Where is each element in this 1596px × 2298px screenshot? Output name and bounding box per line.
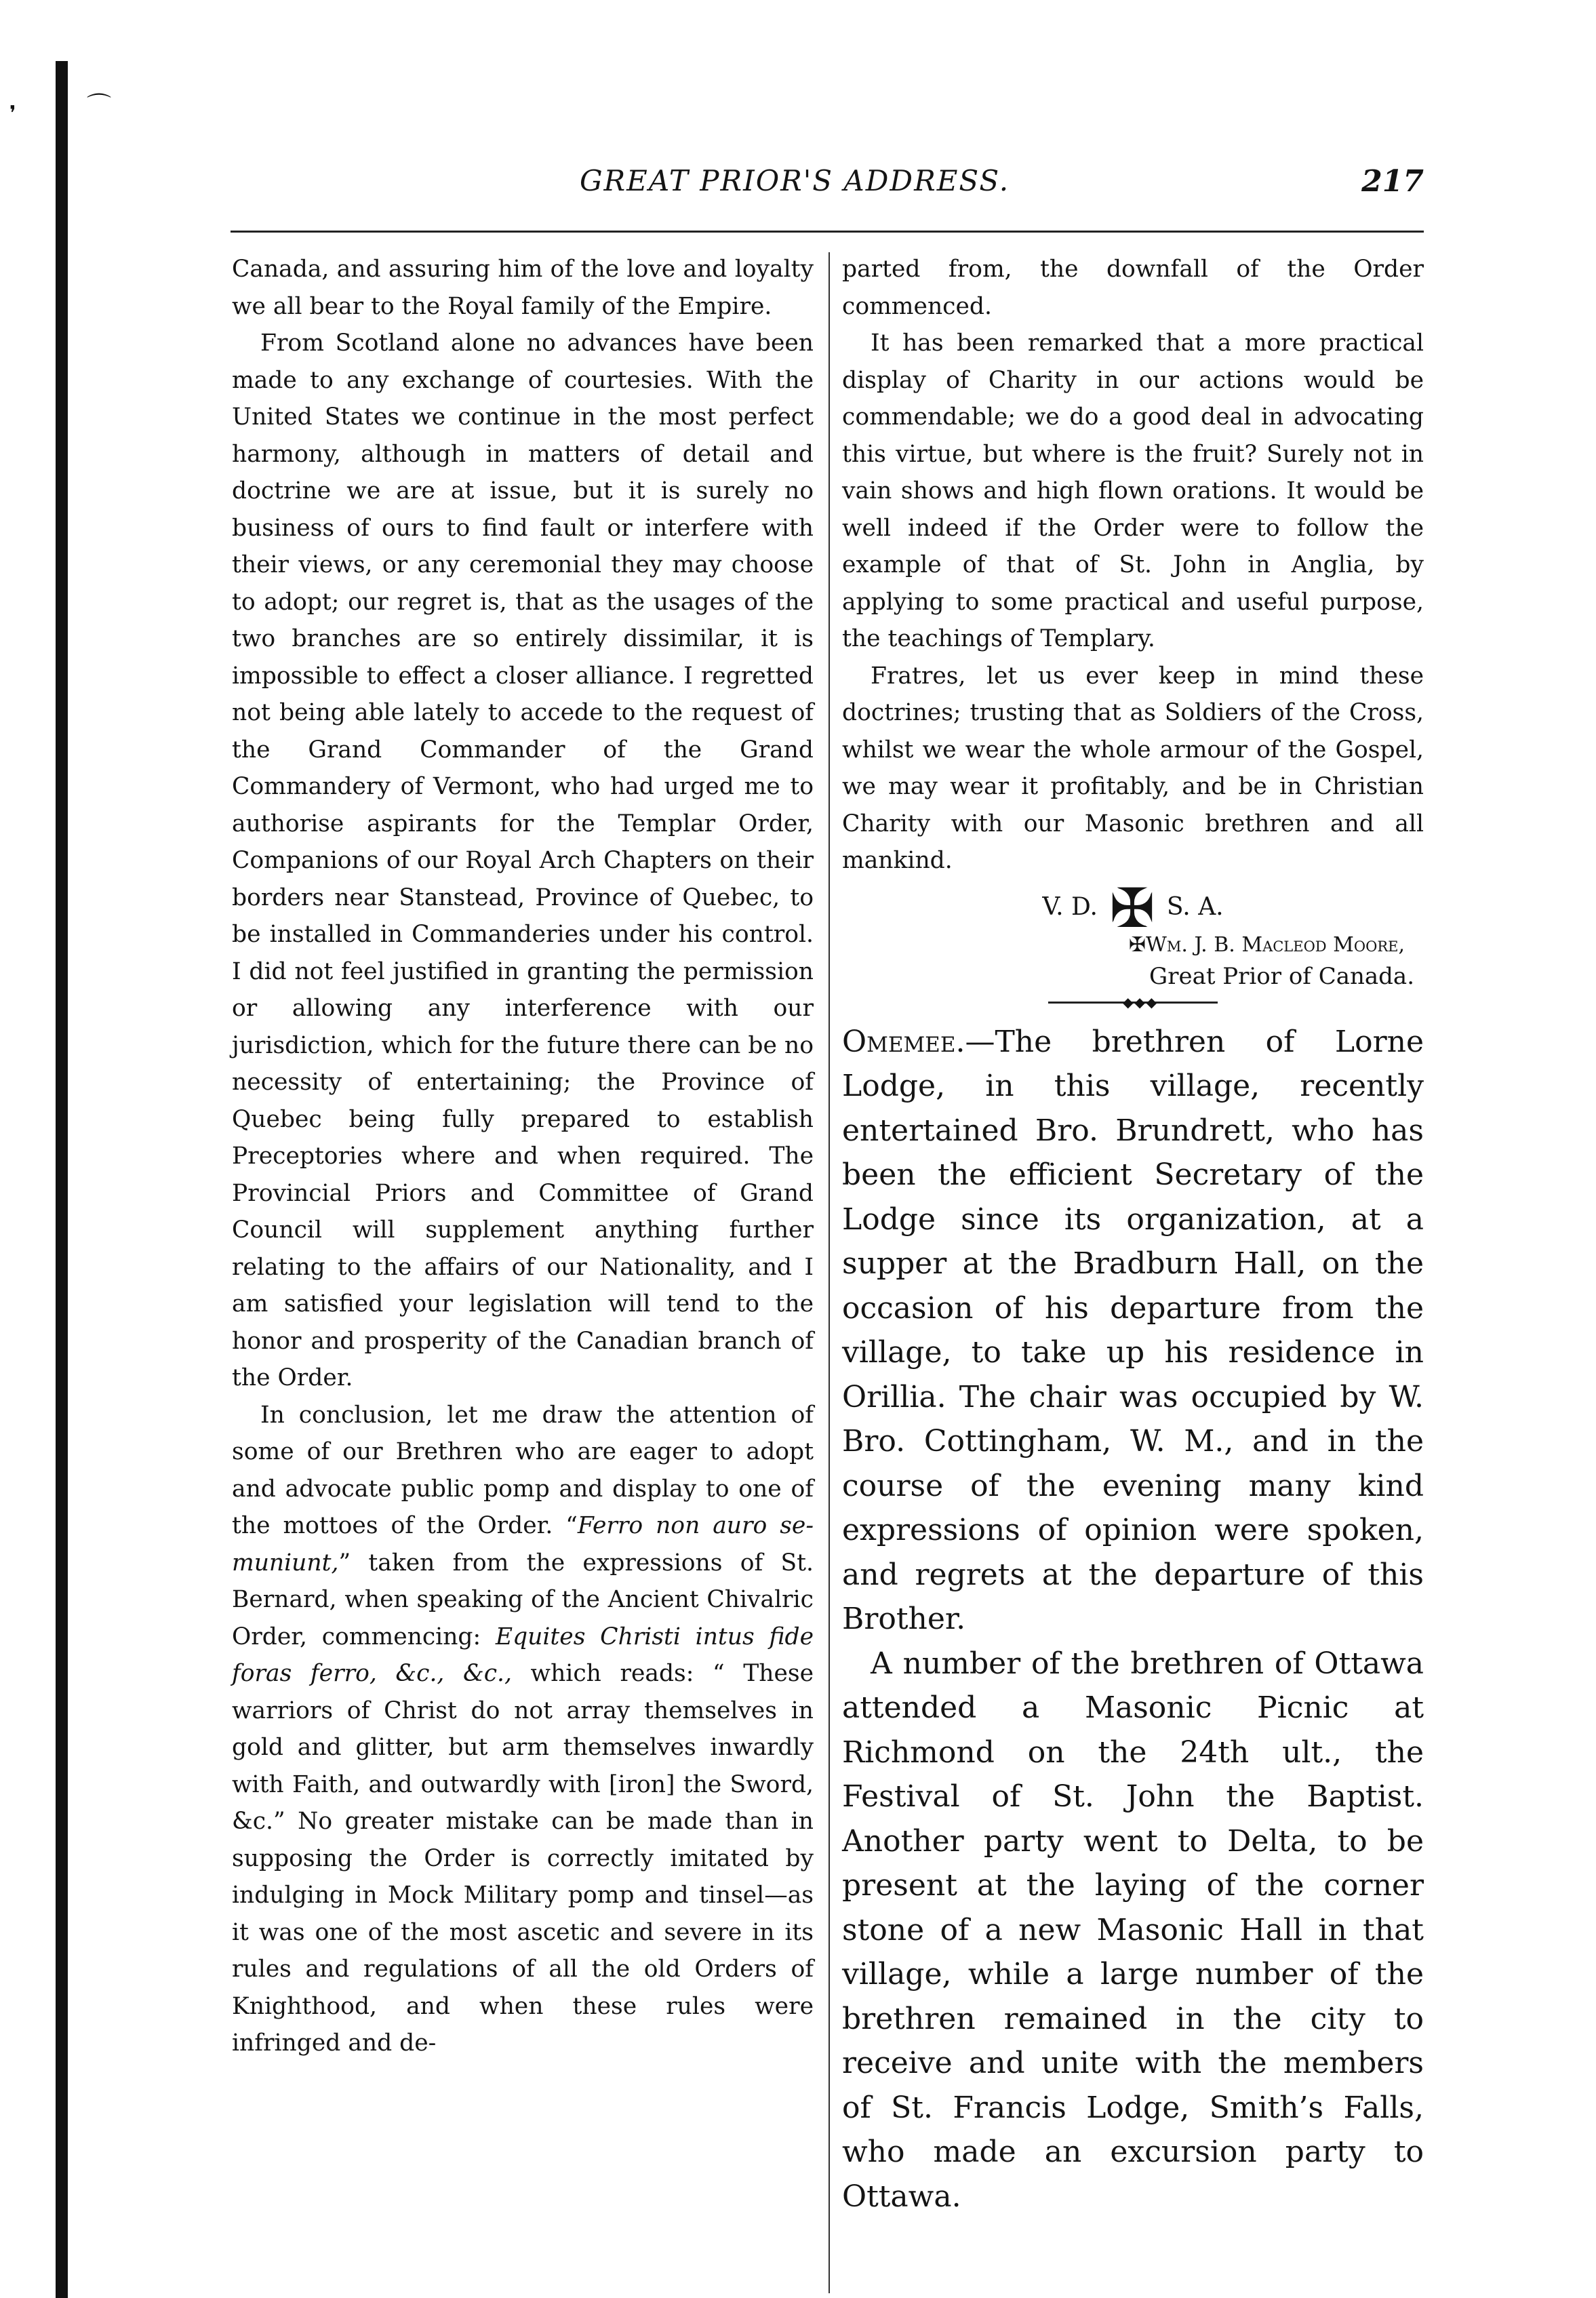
latin-motto: Ferro non auro se-muniunt,	[232, 1512, 814, 1577]
motto-right: S. A.	[1166, 892, 1224, 921]
scan-mark: ❜	[9, 102, 16, 125]
paragraph: It has been remarked that a more practical display of Charity in our actions would be commendable; we do a good deal in advocating this virtue, but where is the fruit? Surely not in vain shows and high flown orations. It would be well indeed if the Order were to follow the example of that of St. John in Anglia, by applying to some practical and useful purpose, the teachings of Templary.	[842, 330, 1424, 652]
header-rule	[231, 231, 1424, 233]
news-item: A number of the brethren of Ottawa attended a Masonic Picnic at Richmond on the 24th ult., the Festival of St. John the Baptist. Another party went to Delta, to be present at the laying of the corner stone of a new Masonic Hall in that village, while a large number of the brethren remained in the city to receive and unite with the members of St. Francis Lodge, Smith’s Falls, who made an excursion party to Ottawa.	[842, 1646, 1424, 2214]
paragraph: Fratres, let us ever keep in mind these doctrines; trusting that as Soldiers of the Cross, whilst we wear the whole armour of the Gospel, we may wear it profitably, and be in Christian Charity with our Masonic brethren and all mankind.	[842, 662, 1424, 874]
text-run: which reads: “ These warriors of Christ do not array themselves in gold and glitter, but arm themselves inwardly with Faith, and outwardly with [iron] the Sword, &c.” No greater mistake can be made than in supposing the Order is correctly imitated by indulging in Mock Military pomp and tinsel—as it was one of the most ascetic and severe in its rules and regulations of all the old Orders of Knighthood, and when these rules were infringed and de-	[232, 1660, 814, 2057]
scan-mark: ⌒	[87, 92, 112, 120]
diamond-ornament-icon: ◆◆◆	[1123, 993, 1159, 1010]
page-header	[231, 164, 1424, 212]
running-head: GREAT PRIOR'S ADDRESS.	[580, 164, 1010, 197]
news-body: —The brethren of Lorne Lodge, in this village, recently entertained Bro. Brundrett, who has been the efficient Secretary of the Lodge since its organization, at a supper at the Bradburn Hall, on the occasion of his departure from the village, to take up his residence in Orillia. The chair was occupied by W. Bro. Cottingham, W. M., and in the course of the evening many kind expressions of opinion were spoken, and regrets at the departure of this Brother.	[842, 1024, 1424, 1636]
signatory-title: Great Prior of Canada.	[1149, 962, 1414, 990]
ornament-divider	[1048, 993, 1218, 1010]
paragraph: From Scotland alone no advances have been made to any exchange of courtesies. With the United States we continue in the most perfect harmony, although in matters of detail and doctrine we are at issue, but it is surely no business of ours to find fault or interfere with their views, or any ceremonial they may choose to adopt; our regret is, that as the usages of the two branches are so entirely dissimilar, it is impossible to effect a closer alliance. I regretted not being able lately to accede to the request of the Grand Commander of the Grand Commandery of Vermont, who had urged me to authorise aspirants for the Templar Order, Companions of our Royal Arch Chapters on their borders near Stanstead, Province of Quebec, to be installed in Commanderies under his control. I did not feel justified in granting the permission or allowing any interference with our jurisdiction, which for the future there can be no necessity of entertaining; the Province of Quebec being fully prepared to establish Preceptories where and when required. The Provincial Priors and Committee of Grand Council will supplement anything further relating to the affairs of our Nationality, and I am satisfied your legislation will tend to the honor and prosperity of the Canadian branch of the Order.	[232, 330, 814, 1391]
text-run: ” taken from the expressions of St. Bernard, when speaking of the Ancient Chivalric Order, commencing:	[232, 1549, 814, 1650]
news-item	[842, 1020, 1424, 1642]
signature-motto	[842, 876, 1424, 940]
right-column	[842, 251, 1424, 2219]
paragraph: parted from, the downfall of the Order commenced.	[842, 256, 1424, 320]
binding-edge	[56, 61, 68, 2298]
maltese-cross-icon: ✠	[1109, 876, 1155, 940]
column-divider	[829, 252, 830, 2293]
text-run: In conclusion, let me draw the attention of some of our Brethren who are eager to adopt and advocate public pomp and display to one of the mottoes of the Order. “	[232, 1401, 814, 1539]
news-dateline: Omemee.	[842, 1024, 965, 1059]
left-column	[232, 251, 814, 2062]
latin-quote: Equites Christi intus fide foras ferro, &c., &c.,	[232, 1623, 814, 1687]
paragraph: Canada, and assuring him of the love and loyalty we all bear to the Royal family of the Empire.	[232, 256, 814, 320]
motto-left: V. D.	[1042, 892, 1098, 921]
signatory-name: ✠Wm. J. B. Macleod Moore,	[1128, 932, 1405, 957]
paragraph	[232, 1397, 814, 2062]
page-number: 217	[1361, 164, 1424, 199]
